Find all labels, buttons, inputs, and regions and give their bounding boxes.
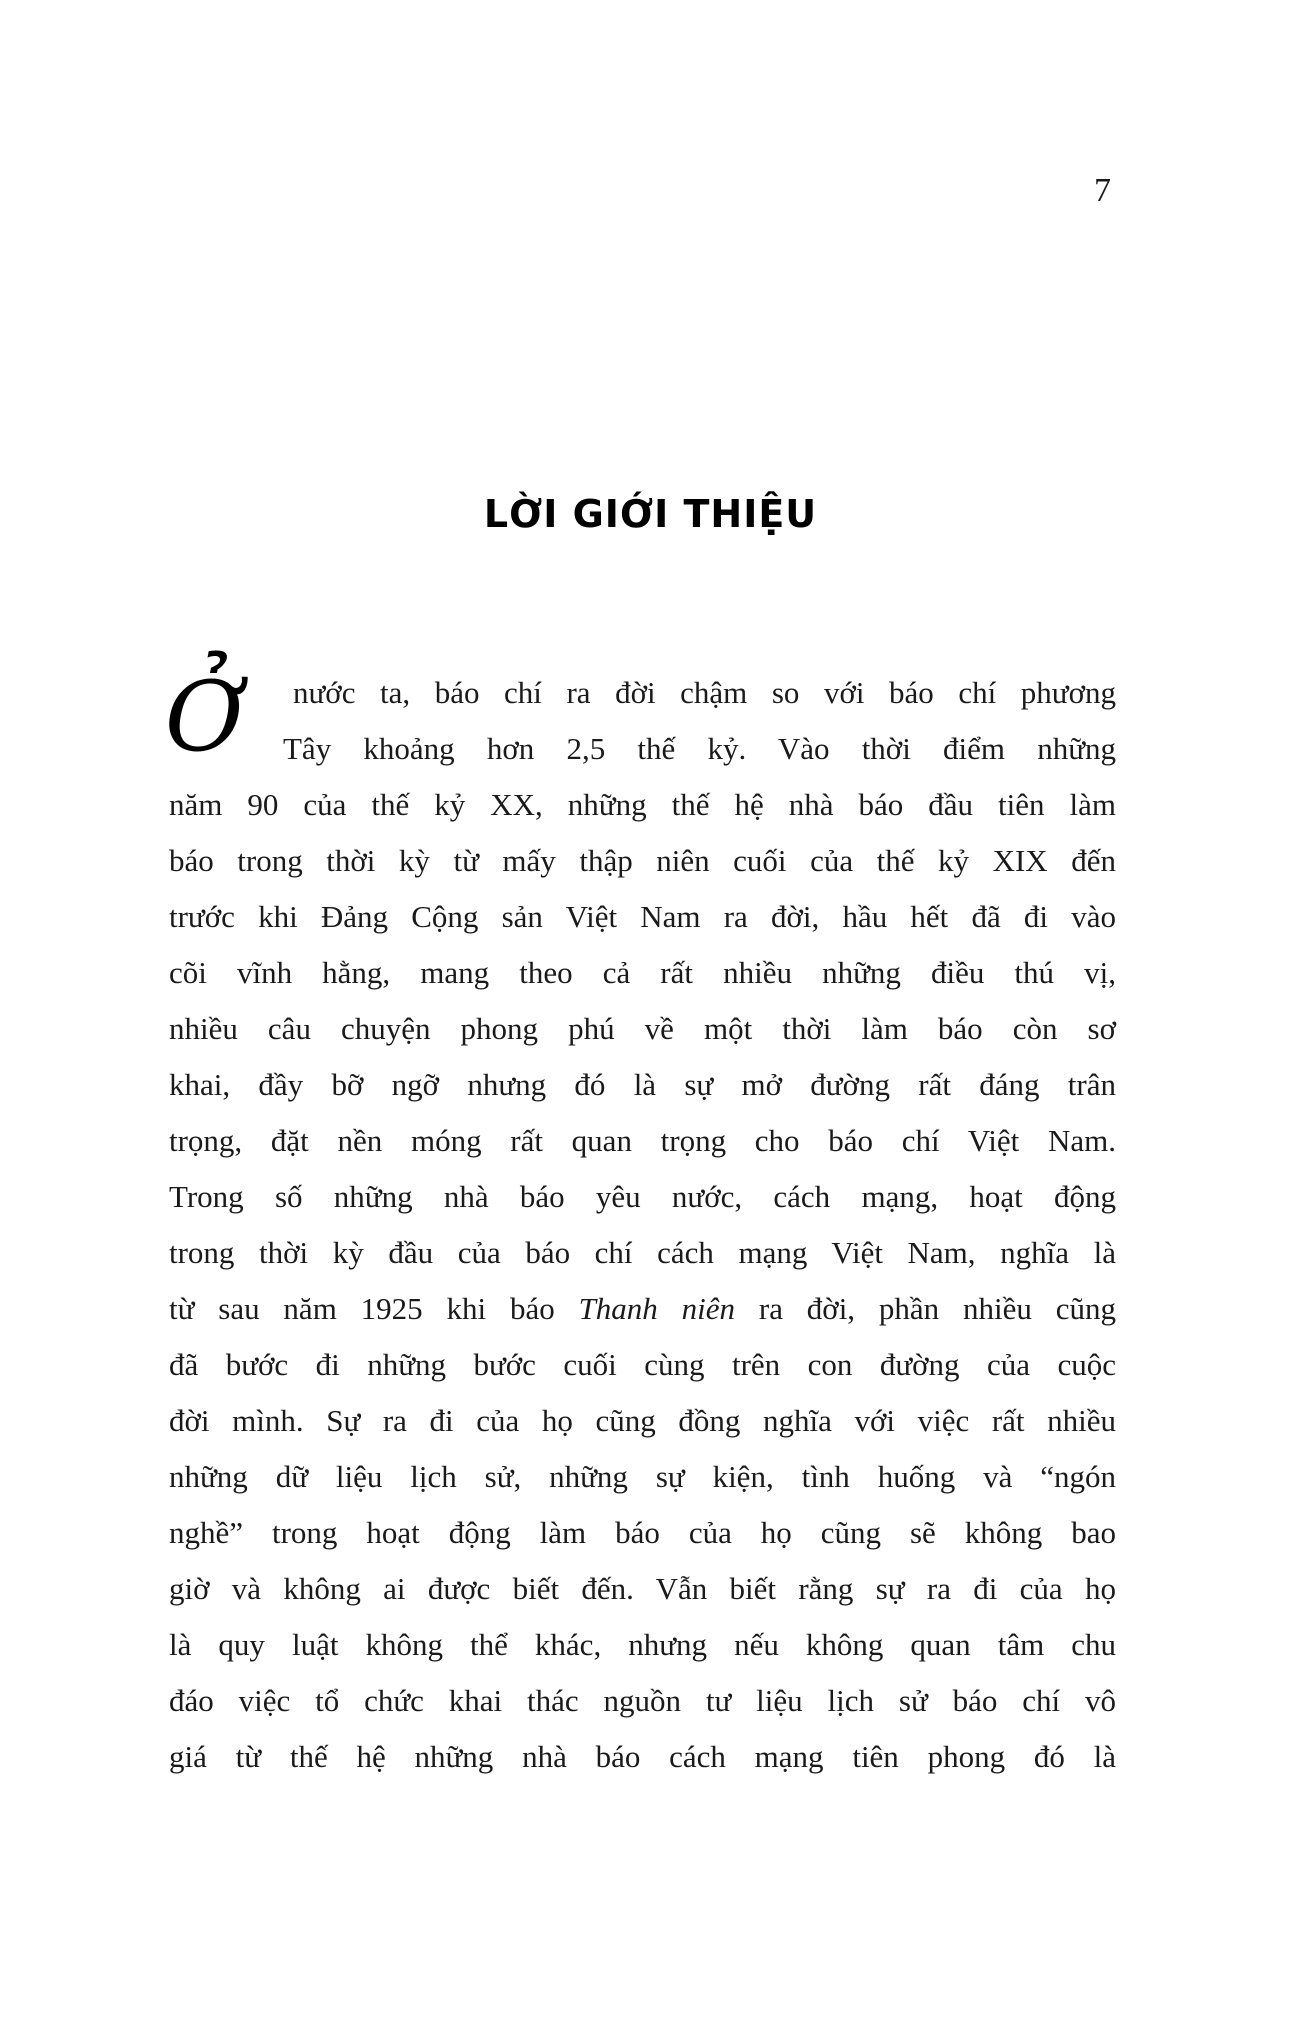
- body-text: [165, 661, 1116, 1785]
- text-segment: ra đời, phần nhiều cũng: [735, 1291, 1116, 1326]
- drop-cap: Ở: [165, 661, 244, 773]
- text-line: nước ta, báo chí ra đời chậm so với báo chí phương: [293, 675, 1116, 710]
- text-segment: từ sau năm 1925 khi báo: [169, 1291, 579, 1326]
- text-line: giờ và không ai được biết đến. Vẫn biết rằng sự ra đi của họ: [169, 1571, 1116, 1606]
- text-line: Tây khoảng hơn 2,5 thế kỷ. Vào thời điểm những: [283, 731, 1116, 766]
- text-line: đáo việc tổ chức khai thác nguồn tư liệu lịch sử báo chí vô: [169, 1683, 1116, 1718]
- text-line: giá từ thế hệ những nhà báo cách mạng tiên phong đó là: [169, 1739, 1116, 1774]
- text-line: là quy luật không thể khác, nhưng nếu không quan tâm chu: [169, 1627, 1116, 1662]
- text-line: khai, đầy bỡ ngỡ nhưng đó là sự mở đường rất đáng trân: [169, 1067, 1116, 1102]
- text-line: trong thời kỳ đầu của báo chí cách mạng Việt Nam, nghĩa là: [169, 1235, 1116, 1270]
- text-line: [169, 1281, 1116, 1337]
- text-line: nghề” trong hoạt động làm báo của họ cũng sẽ không bao: [169, 1515, 1116, 1550]
- text-line: đời mình. Sự ra đi của họ cũng đồng nghĩa với việc rất nhiều: [169, 1403, 1116, 1438]
- text-line: trọng, đặt nền móng rất quan trọng cho báo chí Việt Nam.: [169, 1123, 1116, 1158]
- chapter-title: LỜI GIỚI THIỆU: [483, 492, 818, 536]
- page-number: 7: [1094, 172, 1111, 209]
- text-line: năm 90 của thế kỷ XX, những thế hệ nhà báo đầu tiên làm: [169, 787, 1116, 822]
- text-line: đã bước đi những bước cuối cùng trên con đường của cuộc: [169, 1347, 1116, 1382]
- text-line: Trong số những nhà báo yêu nước, cách mạng, hoạt động: [169, 1179, 1116, 1214]
- text-line: cõi vĩnh hằng, mang theo cả rất nhiều những điều thú vị,: [169, 955, 1116, 990]
- text-line: trước khi Đảng Cộng sản Việt Nam ra đời, hầu hết đã đi vào: [169, 899, 1116, 934]
- text-line: nhiều câu chuyện phong phú về một thời làm báo còn sơ: [169, 1011, 1116, 1046]
- text-line: những dữ liệu lịch sử, những sự kiện, tình huống và “ngón: [169, 1459, 1116, 1494]
- newspaper-title: Thanh niên: [578, 1291, 736, 1326]
- text-line: báo trong thời kỳ từ mấy thập niên cuối của thế kỷ XIX đến: [169, 843, 1116, 878]
